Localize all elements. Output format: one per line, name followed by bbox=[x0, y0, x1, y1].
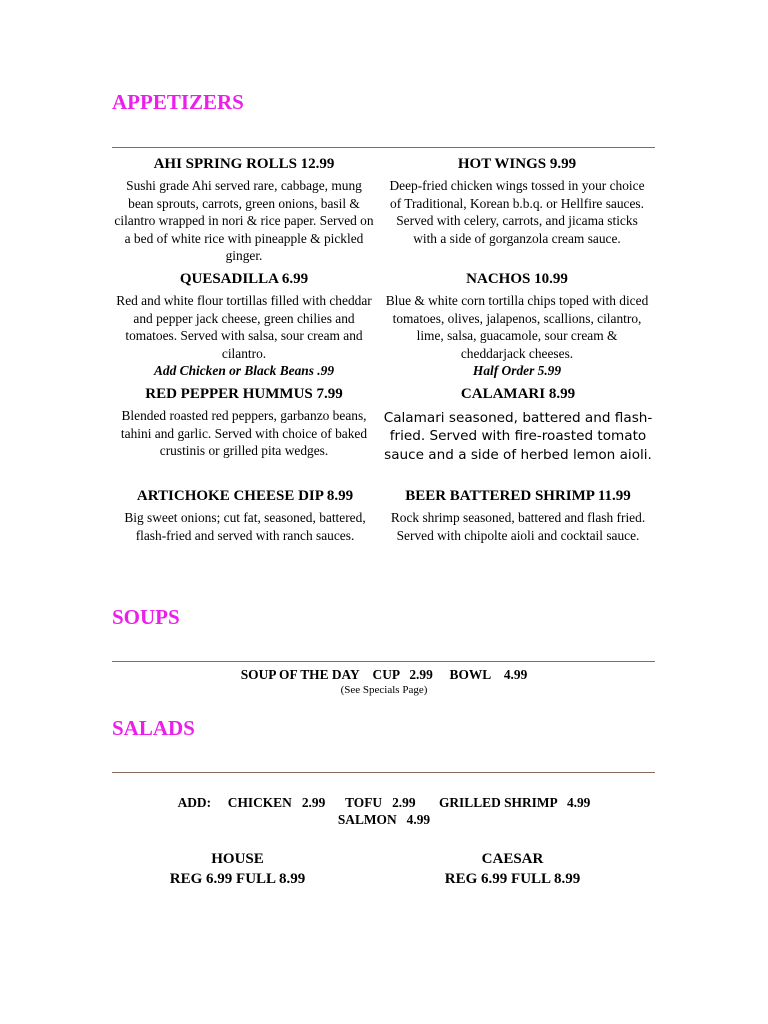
item-title: RED PEPPER HUMMUS 7.99 bbox=[145, 386, 343, 402]
menu-item bbox=[384, 270, 650, 380]
item-description: Blue & white corn tortilla chips toped with diced tomatoes, olives, jalapenos, scallions, cilantro, lime, salsa, guacamole, sour cream & cheddarjack cheeses. bbox=[385, 293, 649, 361]
salad-add-ons-line: ADD: CHICKEN 2.99 TOFU 2.99 GRILLED SHRIMP 4.99 bbox=[177, 795, 591, 810]
salad-price: REG 6.99 FULL 8.99 bbox=[169, 871, 306, 887]
menu-item bbox=[112, 155, 376, 265]
menu-item bbox=[112, 487, 378, 544]
item-addon-note: Add Chicken or Black Beans .99 bbox=[153, 363, 335, 378]
item-description: Rock shrimp seasoned, battered and flash fried. Served with chipolte aioli and cocktail sauce. bbox=[390, 510, 646, 543]
item-title: NACHOS 10.99 bbox=[466, 271, 568, 287]
item-description: Big sweet onions; cut fat, seasoned, battered, flash-fried and served with ranch sauces. bbox=[124, 510, 366, 543]
item-description: Calamari seasoned, battered and flash-fried. Served with fire-roasted tomato sauce and a side of herbed lemon aioli. bbox=[383, 410, 653, 463]
appetizers-divider bbox=[112, 147, 655, 148]
salad-name: HOUSE bbox=[211, 851, 264, 867]
menu-item bbox=[112, 385, 376, 460]
soups-divider bbox=[112, 661, 655, 662]
item-addon-note: Half Order 5.99 bbox=[472, 363, 562, 378]
item-title: QUESADILLA 6.99 bbox=[179, 271, 309, 287]
salad-price: REG 6.99 FULL 8.99 bbox=[444, 871, 581, 887]
appetizers-heading: APPETIZERS bbox=[112, 90, 244, 114]
item-title: ARTICHOKE CHEESE DIP 8.99 bbox=[136, 488, 354, 504]
soup-specials-note: (See Specials Page) bbox=[340, 684, 428, 696]
soups-heading: SOUPS bbox=[112, 605, 180, 629]
salads-heading: SALADS bbox=[112, 716, 195, 740]
soup-of-the-day-line: SOUP OF THE DAY CUP 2.99 BOWL 4.99 bbox=[240, 667, 528, 682]
salad-add-ons-line-2: SALMON 4.99 bbox=[337, 812, 431, 827]
salads-divider bbox=[112, 772, 655, 773]
item-description: Red and white flour tortillas filled with cheddar and pepper jack cheese, green chilies and tomatoes. Served with salsa, sour cream and cilantro. bbox=[116, 293, 372, 361]
item-description: Sushi grade Ahi served rare, cabbage, mung bean sprouts, carrots, green onions, basil & cilantro wrapped in nori & rice paper. Served on a bed of white rice with pineapple & pickled ginger. bbox=[114, 178, 374, 263]
item-title: AHI SPRING ROLLS 12.99 bbox=[153, 156, 335, 172]
item-description: Blended roasted red peppers, garbanzo beans, tahini and garlic. Served with choice of baked crustinis or grilled pita wedges. bbox=[120, 408, 368, 458]
menu-item bbox=[382, 385, 654, 464]
item-title: BEER BATTERED SHRIMP 11.99 bbox=[405, 488, 631, 504]
menu-item bbox=[112, 270, 376, 380]
salad-option-caesar bbox=[405, 850, 620, 888]
item-title: CALAMARI 8.99 bbox=[460, 386, 576, 402]
salad-name: CAESAR bbox=[481, 851, 544, 867]
menu-item bbox=[382, 487, 654, 544]
item-description: Deep-fried chicken wings tossed in your choice of Traditional, Korean b.b.q. or Hellfire sauces. Served with celery, carrots, and jicama sticks with a side of gorganzola cream sauce. bbox=[389, 178, 645, 246]
menu-item bbox=[384, 155, 650, 247]
salad-option-house bbox=[130, 850, 345, 888]
item-title: HOT WINGS 9.99 bbox=[457, 156, 577, 172]
